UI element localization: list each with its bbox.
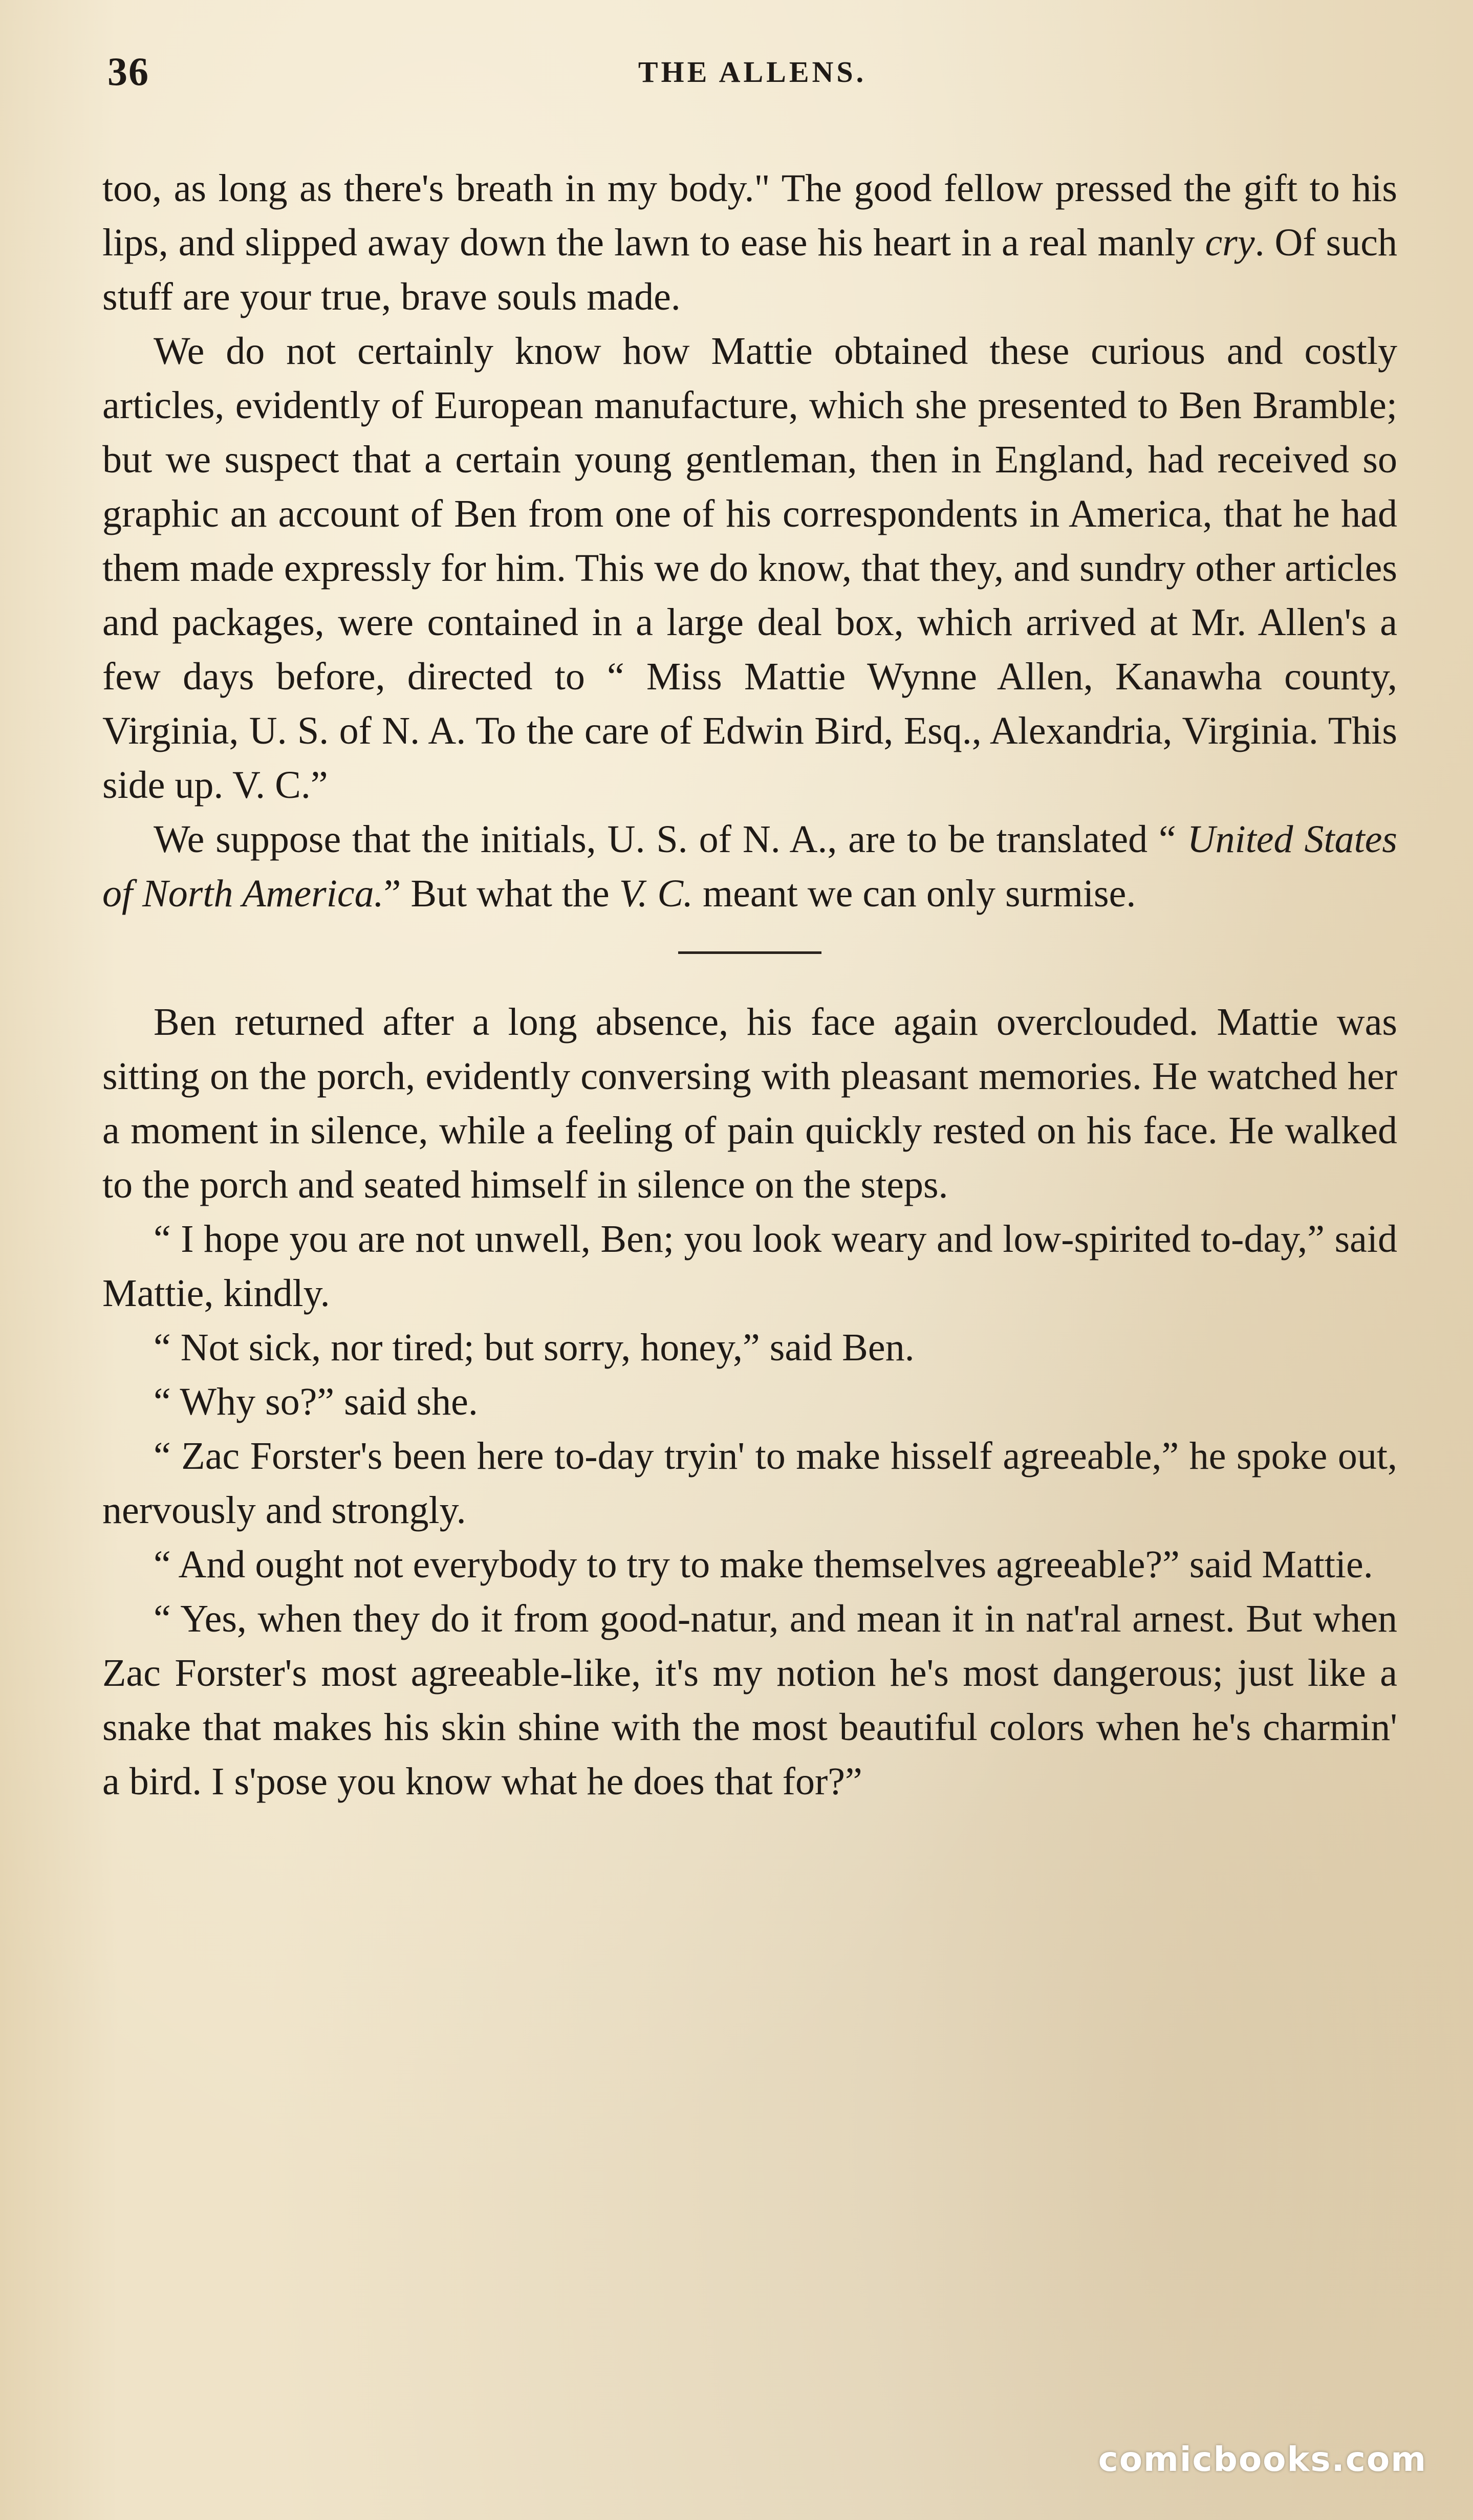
text-segment: We suppose that the initials, U. S. of N. A., are to be translated “ (154, 818, 1187, 861)
body-text (102, 161, 1397, 1809)
section-divider (678, 951, 821, 954)
watermark: comicbooks.com (1098, 2440, 1427, 2479)
paragraph-continuation (102, 161, 1397, 324)
paragraph: Ben returned after a long absence, his face again overclouded. Mattie was sitting on the porch, evidently conversing with pleasant memories. He watched her a moment in silence, while a feeling of pain quickly rested on his face. He walked to the porch and seated himself in silence on the steps. (102, 1001, 1397, 1206)
italic-text: V. C. (619, 872, 694, 915)
dialogue-paragraph: “ I hope you are not unwell, Ben; you look weary and low-spirited to-day,” said Mattie, kindly. (102, 1218, 1397, 1315)
dialogue-paragraph: “ Not sick, nor tired; but sorry, honey,” said Ben. (154, 1326, 915, 1369)
paragraph (102, 812, 1397, 921)
dialogue-paragraph: “ Yes, when they do it from good-natur, and mean it in nat'ral arnest. But when Zac Forster's most agreeable-like, it's my notion he's most dangerous; just like a snake that makes his skin shine with the most beautiful colors when he's charmin' a bird. I s'pose you know what he does that for?” (102, 1597, 1397, 1803)
italic-text: cry (1205, 221, 1255, 264)
dialogue-paragraph: “ Zac Forster's been here to-day tryin' to make hisself agreeable,” he spoke out, nervously and strongly. (102, 1435, 1397, 1532)
page-number: 36 (107, 49, 149, 94)
italic-text: United States of North America. (102, 818, 1398, 915)
text-segment: too, as long as there's breath in my body." The good fellow pressed the gift to his lips, and slipped away down the lawn to ease his heart in a real manly (102, 167, 1397, 264)
paragraph: We do not certainly know how Mattie obtained these curious and costly articles, evidently of European manufacture, which she presented to Ben Bramble; but we suspect that a certain young gentleman, then in England, had received so graphic an account of Ben from one of his correspondents in America, that he had them made expressly for him. This we do know, that they, and sundry other articles and packages, were contained in a large deal box, which arrived at Mr. Allen's a few days before, directed to “ Miss Mattie Wynne Allen, Kanawha county, Virginia, U. S. of N. A. To the care of Edwin Bird, Esq., Alexandria, Virginia. This side up. V. C.” (102, 330, 1397, 807)
page-header (107, 49, 1397, 110)
text-segment: ” But what the (383, 872, 619, 915)
running-head: THE ALLENS. (638, 55, 867, 89)
dialogue-paragraph: “ And ought not everybody to try to make themselves agreeable?” said Mattie. (154, 1543, 1373, 1586)
dialogue-paragraph: “ Why so?” said she. (154, 1380, 478, 1423)
text-segment: . Of such stuff are your true, brave souls made. (102, 221, 1397, 318)
text-segment: meant we can only surmise. (693, 872, 1136, 915)
